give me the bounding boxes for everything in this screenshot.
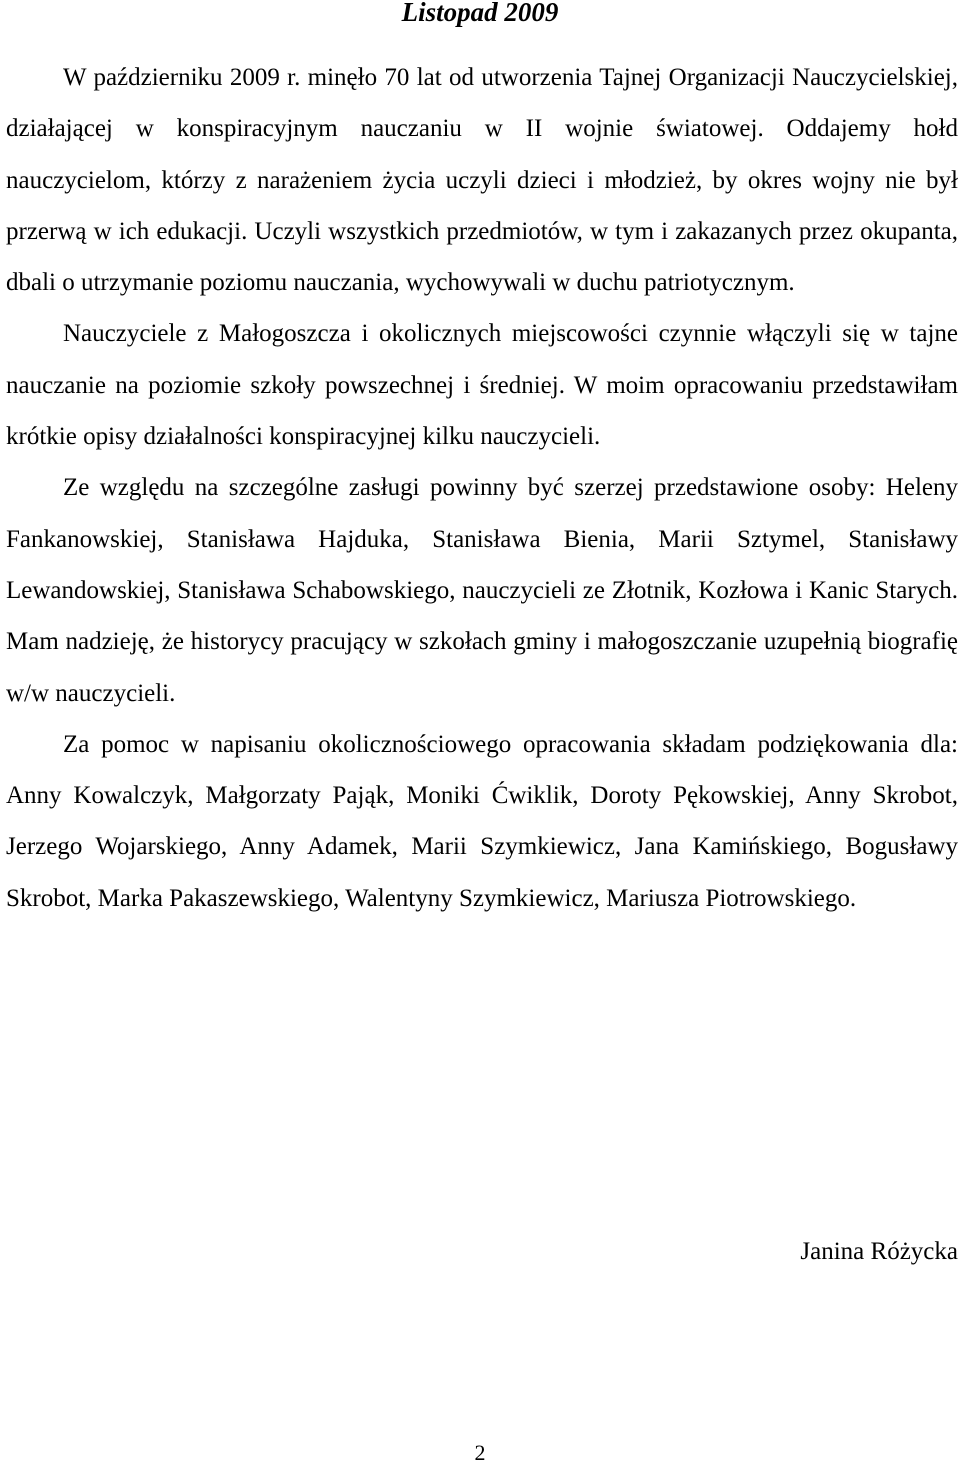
paragraph-merits: Ze względu na szczególne zasługi powinny być szerzej przedstawione osoby: Heleny Fankanowskiej, Stanisława Hajduka, Stanisława Bienia, Marii Sztymel, Stanisławy Lewandowskiej, Stanisława Schabowskiego, nauczycieli ze Złotnik, Kozłowa i Kanic Starych. Mam nadzieję, że historycy pracujący w szkołach gminy i małogoszczanie uzupełnią biografię w/w nauczycieli. <box>6 474 958 707</box>
paragraph-intro: W październiku 2009 r. minęło 70 lat od utworzenia Tajnej Organizacji Nauczycielskiej, działającej w konspiracyjnym nauczaniu w II wojnie światowej. Oddajemy hołd nauczycielom, którzy z narażeniem życia uczyli dzieci i młodzież, by okres wojny nie był przerwą w ich edukacji. Uczyli wszystkich przedmiotów, w tym i zakazanych przez okupanta, dbali o utrzymanie poziomu nauczania, wychowywali w duchu patriotycznym. <box>6 64 958 297</box>
page-title: Listopad 2009 <box>401 0 559 27</box>
paragraph-teachers: Nauczyciele z Małogoszcza i okolicznych miejscowości czynnie włączyli się w tajne nauczanie na poziomie szkoły powszechnej i średniej. W moim opracowaniu przedstawiłam krótkie opisy działalności konspiracyjnej kilku nauczycieli. <box>6 320 958 451</box>
paragraph-acknowledgements: Za pomoc w napisaniu okolicznościowego opracowania składam podziękowania dla: Anny Kowalczyk, Małgorzaty Pająk, Moniki Ćwiklik, Doroty Pękowskiej, Anny Skrobot, Jerzego Wojarskiego, Anny Adamek, Marii Szymkiewicz, Jana Kamińskiego, Bogusławy Skrobot, Marka Pakaszewskiego, Walentyny Szymkiewicz, Mariusza Piotrowskiego. <box>6 730 958 912</box>
page-number: 2 <box>474 1440 486 1465</box>
document-body <box>6 52 958 924</box>
author-signature: Janina Różycka <box>800 1238 958 1265</box>
